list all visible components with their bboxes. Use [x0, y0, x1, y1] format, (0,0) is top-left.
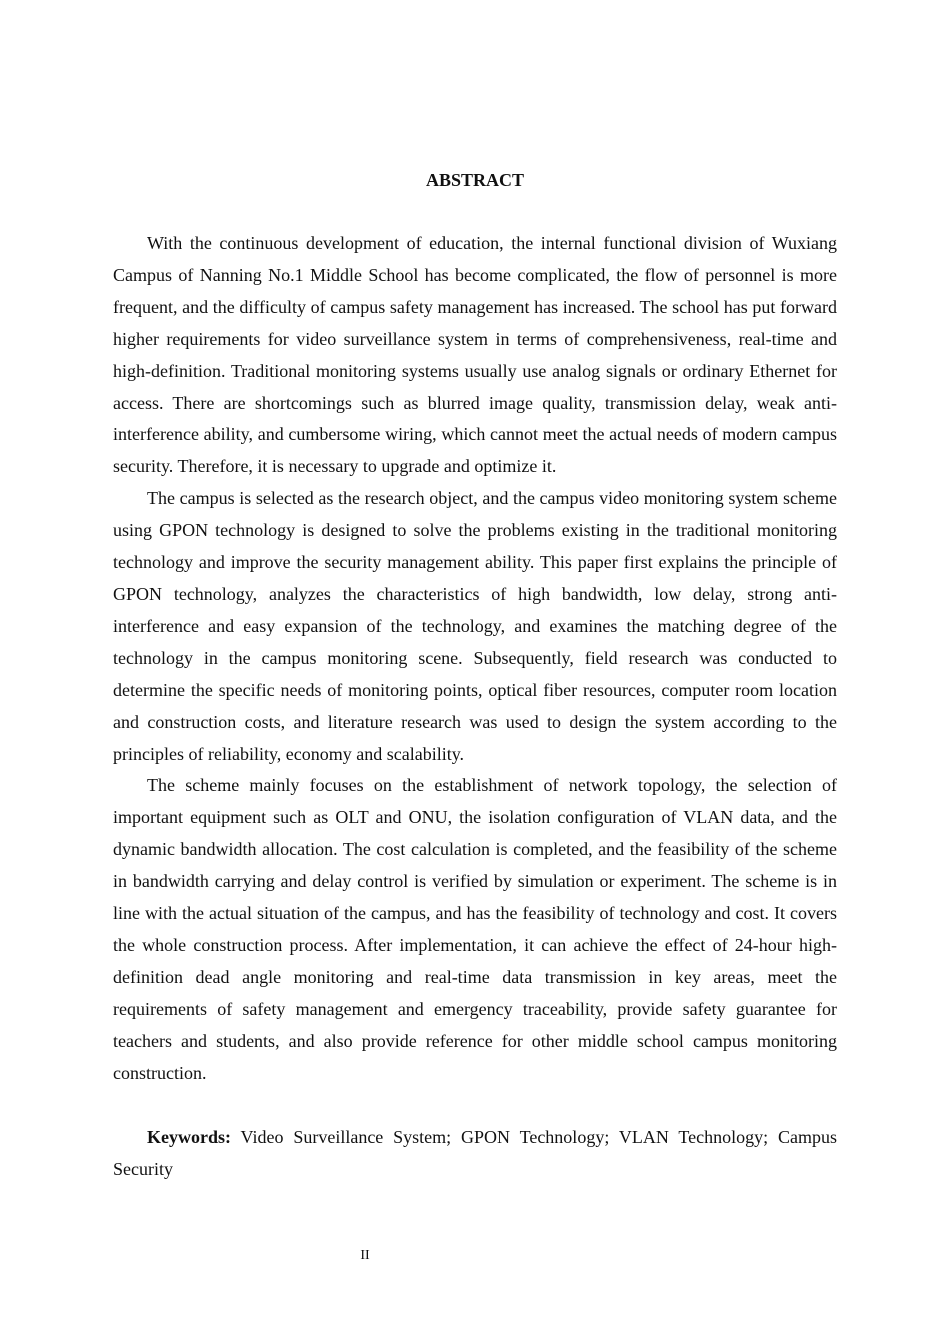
abstract-body [113, 228, 837, 1089]
keywords-label: Keywords: [147, 1127, 231, 1147]
abstract-paragraph-2: The campus is selected as the research object, and the campus video monitoring system scheme using GPON technology is designed to solve the problems existing in the traditional monitoring technology and improve the security management ability. This paper first explains the principle of GPON technology, analyzes the characteristics of high bandwidth, low delay, strong anti-interference and easy expansion of the technology, and examines the matching degree of the technology in the campus monitoring scene. Subsequently, field research was conducted to determine the specific needs of monitoring points, optical fiber resources, computer room location and construction costs, and literature research was used to design the system according to the principles of reliability, economy and scalability. [113, 488, 837, 764]
keywords-text: Video Surveillance System; GPON Technology; VLAN Technology; Campus Security [113, 1127, 837, 1179]
abstract-paragraph-3: The scheme mainly focuses on the establishment of network topology, the selection of important equipment such as OLT and ONU, the isolation configuration of VLAN data, and the dynamic bandwidth allocation. The cost calculation is completed, and the feasibility of the scheme in bandwidth carrying and delay control is verified by simulation or experiment. The scheme is in line with the actual situation of the campus, and has the feasibility of technology and cost. It covers the whole construction process. After implementation, it can achieve the effect of 24-hour high-definition dead angle monitoring and real-time data transmission in key areas, meet the requirements of safety management and emergency traceability, provide safety guarantee for teachers and students, and also provide reference for other middle school campus monitoring construction. [113, 775, 837, 1083]
keywords-section [113, 1122, 837, 1185]
abstract-paragraph-1: With the continuous development of education, the internal functional division of Wuxiang Campus of Nanning No.1 Middle School has become complicated, the flow of personnel is more frequent, and the difficulty of campus safety management has increased. The school has put forward higher requirements for video surveillance system in terms of comprehensiveness, real-time and high-definition. Traditional monitoring systems usually use analog signals or ordinary Ethernet for access. There are shortcomings such as blurred image quality, transmission delay, weak anti-interference ability, and cumbersome wiring, which cannot meet the actual needs of modern campus security. Therefore, it is necessary to upgrade and optimize it. [113, 233, 837, 477]
page-number: II [360, 1248, 370, 1263]
abstract-title: ABSTRACT [425, 170, 525, 190]
